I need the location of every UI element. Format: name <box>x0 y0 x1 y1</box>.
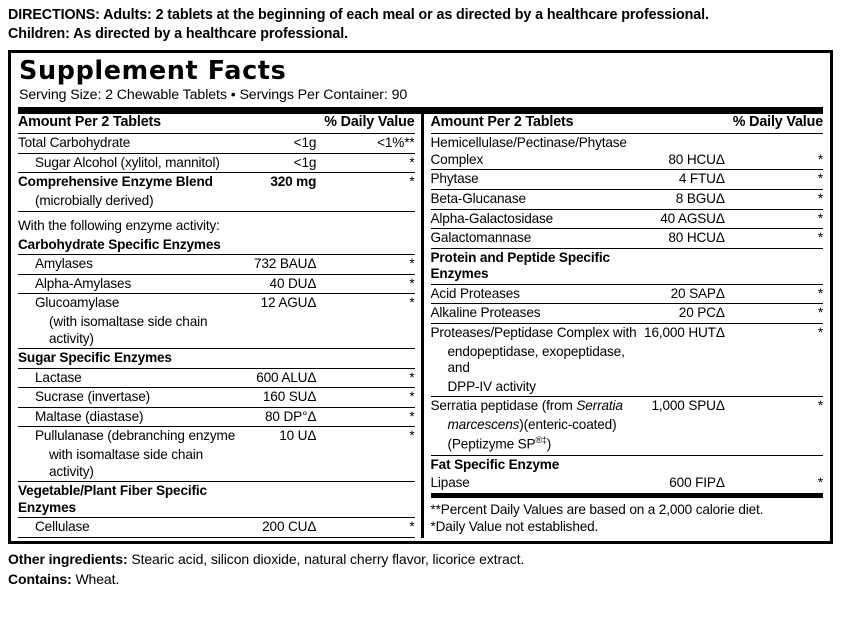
nutrient-dv: * <box>409 295 415 311</box>
nutrient-amount: 600 ALUΔ <box>248 368 316 388</box>
nutrient-row <box>18 349 415 369</box>
nutrient-row <box>431 455 824 474</box>
nutrient-row <box>431 343 824 378</box>
nutrient-amount <box>248 217 316 236</box>
nutrient-dv: * <box>409 428 415 444</box>
nutrient-row <box>431 397 824 416</box>
nutrient-amount <box>638 343 725 378</box>
nutrient-amount <box>638 455 725 474</box>
nutrient-row <box>431 378 824 397</box>
nutrient-amount <box>248 236 316 255</box>
nutrient-amount <box>248 192 316 211</box>
nutrient-row <box>431 324 824 343</box>
footnote-dv-not-established: *Daily Value not established. <box>430 519 599 535</box>
nutrient-dv: * <box>817 398 823 414</box>
nutrient-name: Lipase <box>431 474 639 493</box>
nutrient-amount: 732 BAUΔ <box>248 255 316 275</box>
nutrient-amount <box>248 482 316 518</box>
nutrient-dv: * <box>316 255 414 275</box>
bottom-info <box>8 549 833 590</box>
nutrient-row <box>18 446 415 482</box>
nutrient-amount: 320 mg <box>270 174 317 190</box>
header-blank <box>638 114 725 134</box>
nutrition-column-left <box>18 114 421 538</box>
nutrient-row <box>431 434 824 455</box>
nutrient-amount: 600 FIPΔ <box>638 474 725 493</box>
nutrient-row <box>18 313 415 349</box>
nutrient-name: Vegetable/Plant Fiber Specific Enzymes <box>18 482 248 518</box>
nutrient-name: Comprehensive Enzyme Blend <box>18 174 213 190</box>
nutrient-dv: * <box>316 518 414 538</box>
nutrient-name: Carbohydrate Specific Enzymes <box>18 236 248 255</box>
other-ingredients-line <box>8 549 833 569</box>
nutrient-amount: 16,000 HUTΔ <box>644 325 725 341</box>
nutrient-row <box>18 274 415 294</box>
nutrient-dv: * <box>316 388 414 408</box>
nutrient-name: Glucoamylase <box>35 295 120 311</box>
nutrient-name: with isomaltase side chain activity) <box>18 446 248 482</box>
nutrient-dv: * <box>316 368 414 388</box>
nutrient-dv <box>316 236 414 255</box>
header-daily-value: % Daily Value <box>725 114 823 134</box>
nutrient-name: Total Carbohydrate <box>18 134 248 154</box>
nutrient-name: Cellulase <box>18 518 248 538</box>
nutrient-row <box>18 518 415 538</box>
nutrient-name: Alpha-Amylases <box>18 274 248 294</box>
nutrient-amount: <1g <box>248 153 316 173</box>
nutrient-name: Hemicellulase/Pectinase/Phytase Complex <box>431 134 639 170</box>
nutrient-dv <box>725 248 823 284</box>
nutrient-row <box>18 294 415 313</box>
nutrient-name: Sugar Alcohol (xylitol, mannitol) <box>18 153 248 173</box>
nutrient-dv: * <box>316 153 414 173</box>
nutrient-row <box>431 170 824 190</box>
nutrient-row <box>18 153 415 173</box>
nutrient-dv: * <box>409 174 415 190</box>
nutrient-row <box>18 388 415 408</box>
nutrient-amount: 80 DP°Δ <box>248 407 316 427</box>
nutrient-row <box>18 255 415 275</box>
table-header-row <box>18 114 415 134</box>
nutrient-name: (microbially derived) <box>18 192 248 211</box>
nutrient-name: (Peptizyme SP®‡) <box>431 434 639 455</box>
nutrient-row <box>431 416 824 435</box>
nutrient-amount: <1g <box>248 134 316 154</box>
nutrient-dv <box>316 313 414 349</box>
nutrient-dv <box>725 455 823 474</box>
contains-value: Wheat. <box>71 571 120 588</box>
contains-line <box>8 569 833 589</box>
directions-line-2: Children: As directed by a healthcare professional. <box>8 26 348 42</box>
nutrient-dv: * <box>316 274 414 294</box>
nutrient-name: Protein and Peptide Specific Enzymes <box>431 248 639 284</box>
nutrient-name: Serratia peptidase (from Serratia <box>430 398 623 414</box>
nutrient-row <box>431 229 824 249</box>
nutrient-row <box>431 134 824 170</box>
nutrient-amount <box>638 434 725 455</box>
nutrient-name: Beta-Glucanase <box>431 189 639 209</box>
footnotes-block <box>431 498 824 536</box>
nutrient-name: DPP-IV activity <box>431 378 639 397</box>
other-ingredients-value: Stearic acid, silicon dioxide, natural cherry flavor, licorice extract. <box>127 550 525 567</box>
nutrient-amount: 20 PCΔ <box>638 304 725 324</box>
nutrient-amount <box>638 416 725 435</box>
nutrient-dv: * <box>725 229 823 249</box>
nutrient-row <box>18 173 415 192</box>
nutrition-table-left <box>18 114 415 538</box>
nutrient-row <box>431 284 824 304</box>
nutrient-name: Pullulanase (debranching enzyme <box>35 428 236 444</box>
nutrient-amount <box>248 446 316 482</box>
nutrient-dv <box>316 192 414 211</box>
nutrient-amount: 40 AGSUΔ <box>638 209 725 229</box>
nutrient-amount: 160 SUΔ <box>248 388 316 408</box>
nutrient-dv <box>725 416 823 435</box>
nutrient-row <box>431 209 824 229</box>
nutrient-dv <box>725 343 823 378</box>
nutrient-amount: 1,000 SPUΔ <box>651 398 725 414</box>
supplement-facts-title: Supplement Facts <box>19 56 287 86</box>
nutrient-row <box>18 407 415 427</box>
nutrient-row <box>18 368 415 388</box>
nutrient-row <box>18 236 415 255</box>
nutrient-name: Alpha-Galactosidase <box>431 209 639 229</box>
contains-label: Contains: <box>8 571 72 588</box>
directions-block <box>8 6 833 44</box>
nutrient-amount: 40 DUΔ <box>248 274 316 294</box>
nutrient-dv: * <box>316 407 414 427</box>
nutrient-row <box>18 192 415 211</box>
header-amount-per-serving: Amount Per 2 Tablets <box>18 114 248 134</box>
nutrient-amount: 10 UΔ <box>279 428 317 444</box>
nutrient-row <box>431 248 824 284</box>
nutrient-name: Amylases <box>18 255 248 275</box>
nutrient-dv <box>316 217 414 236</box>
nutrient-dv <box>725 378 823 397</box>
nutrient-name: Alkaline Proteases <box>431 304 639 324</box>
nutrient-name: Sugar Specific Enzymes <box>18 349 248 369</box>
nutrient-row <box>431 304 824 324</box>
nutrient-name: Galactomannase <box>431 229 639 249</box>
nutrition-table-right <box>431 114 824 494</box>
header-daily-value: % Daily Value <box>316 114 414 134</box>
nutrient-name: Fat Specific Enzyme <box>430 456 560 472</box>
nutrient-amount <box>248 349 316 369</box>
nutrient-name: Acid Proteases <box>431 284 639 304</box>
nutrient-name: Lactase <box>18 368 248 388</box>
nutrient-dv: * <box>725 170 823 190</box>
nutrient-row <box>18 217 415 236</box>
nutrient-amount <box>248 313 316 349</box>
nutrient-name: Phytase <box>431 170 639 190</box>
nutrient-dv: * <box>725 134 823 170</box>
nutrient-amount <box>638 248 725 284</box>
nutrient-name: With the following enzyme activity: <box>18 218 220 234</box>
nutrient-dv: * <box>725 189 823 209</box>
panel-divider-thick <box>18 107 823 114</box>
nutrient-name: Sucrase (invertase) <box>18 388 248 408</box>
nutrient-row <box>18 134 415 154</box>
nutrient-amount: 12 AGUΔ <box>260 295 317 311</box>
nutrient-amount: 80 HCUΔ <box>638 229 725 249</box>
header-amount-per-serving: Amount Per 2 Tablets <box>431 114 639 134</box>
nutrient-amount: 8 BGUΔ <box>638 189 725 209</box>
nutrient-amount: 200 CUΔ <box>248 518 316 538</box>
nutrient-dv: <1%** <box>316 134 414 154</box>
nutrition-columns <box>18 114 823 538</box>
table-header-row <box>431 114 824 134</box>
nutrient-dv: * <box>725 209 823 229</box>
nutrient-amount <box>638 378 725 397</box>
header-blank <box>248 114 316 134</box>
nutrient-dv <box>725 434 823 455</box>
nutrient-dv: * <box>725 304 823 324</box>
nutrient-amount: 80 HCUΔ <box>638 134 725 170</box>
nutrition-column-right <box>421 114 824 538</box>
nutrient-row <box>431 189 824 209</box>
nutrient-row <box>18 482 415 518</box>
directions-line-1: DIRECTIONS: Adults: 2 tablets at the beginning of each meal or as directed by a healthcare professional. <box>8 7 709 23</box>
footnote-percent-dv: **Percent Daily Values are based on a 2,000 calorie diet. <box>430 501 764 517</box>
nutrient-name: Proteases/Peptidase Complex with <box>430 325 637 341</box>
nutrient-dv <box>316 349 414 369</box>
nutrient-dv: * <box>817 325 823 341</box>
nutrient-row <box>18 427 415 446</box>
nutrient-name: (with isomaltase side chain activity) <box>18 313 248 349</box>
nutrient-name: Maltase (diastase) <box>18 407 248 427</box>
other-ingredients-label: Other ingredients: <box>8 550 128 567</box>
nutrient-dv <box>316 446 414 482</box>
supplement-facts-panel <box>8 50 833 544</box>
nutrient-dv <box>316 482 414 518</box>
serving-size-text: Serving Size: 2 Chewable Tablets • Servings Per Container: 90 <box>19 86 408 103</box>
nutrient-dv: * <box>725 284 823 304</box>
nutrient-dv: * <box>725 474 823 493</box>
nutrient-name: marcescens)(enteric-coated) <box>447 416 617 432</box>
nutrient-name: endopeptidase, exopeptidase, and <box>447 343 625 376</box>
nutrient-amount: 20 SAPΔ <box>638 284 725 304</box>
nutrient-row <box>431 474 824 493</box>
nutrient-amount: 4 FTUΔ <box>638 170 725 190</box>
